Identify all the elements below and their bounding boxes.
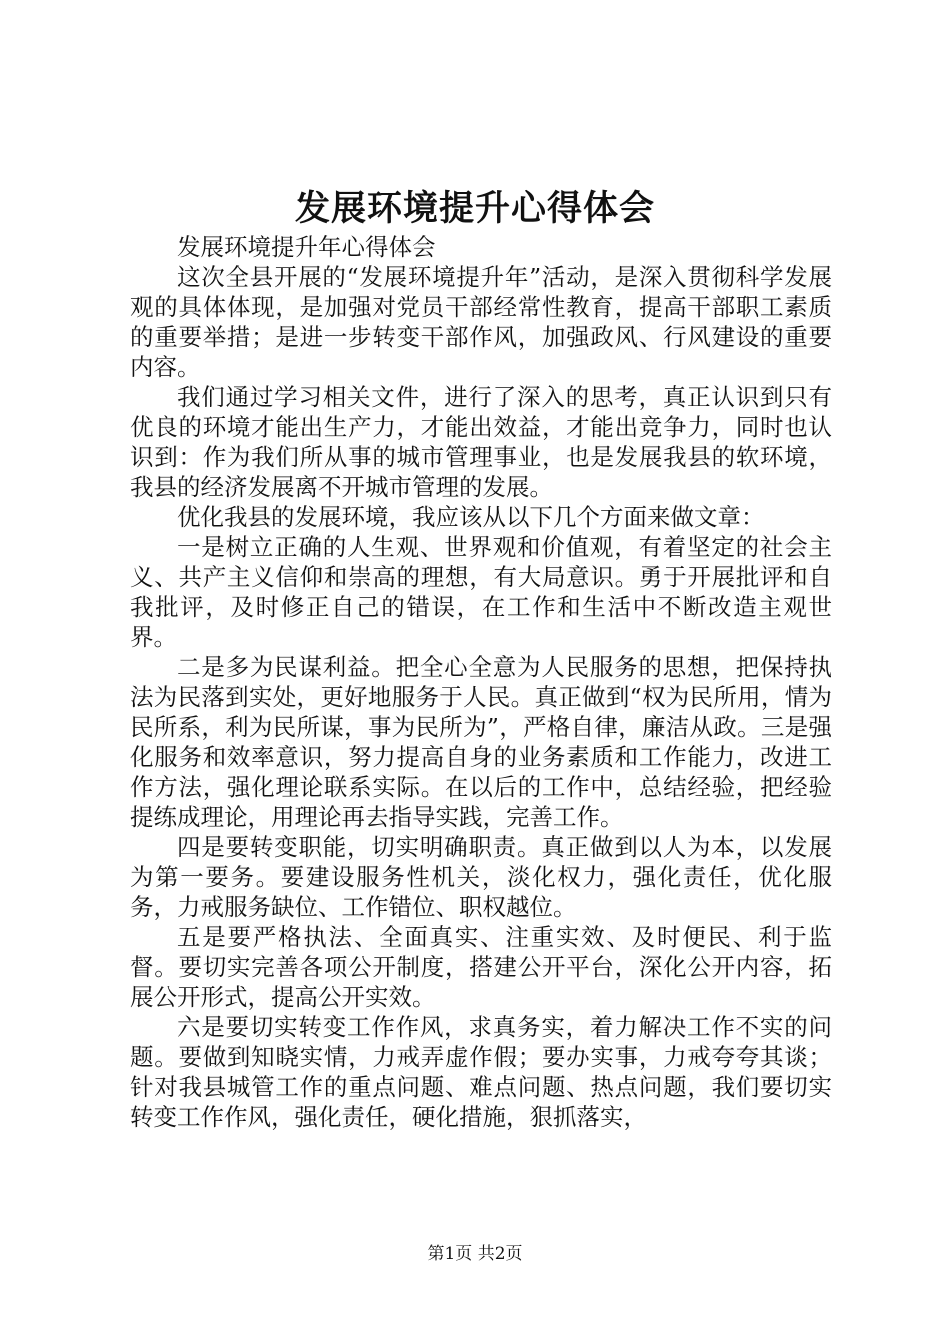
paragraph-point-two-three: 二是多为民谋利益。把全心全意为人民服务的思想，把保持执法为民落到实处，更好地服务于人民。真正做到“权为民所用，情为民所系，利为民所谋，事为民所为”，严格自律，廉洁从政。三是强化服务和效率意识，努力提高自身的业务素质和工作能力，改进工作方法，强化理论联系实际。在以后的工作中，总结经验，把经验提练成理论，用理论再去指导实践，完善工作。 — [130, 653, 832, 831]
paragraph-point-six: 六是要切实转变工作作风，求真务实，着力解决工作不实的问题。要做到知晓实情，力戒弄虚作假；要办实事，力戒夸夸其谈；针对我县城管工作的重点问题、难点问题、热点问题，我们要切实转变工作作风，强化责任，硬化措施，狠抓落实， — [130, 1013, 832, 1131]
paragraph-understanding: 我们通过学习相关文件，进行了深入的思考，真正认识到只有优良的环境才能出生产力，才能出效益，才能出竞争力，同时也认识到：作为我们所从事的城市管理事业，也是发展我县的软环境，我县的经济发展离不开城市管理的发展。 — [130, 383, 832, 501]
paragraph-point-five: 五是要严格执法、全面真实、注重实效、及时便民、利于监督。要切实完善各项公开制度，搭建公开平台，深化公开内容，拓展公开形式，提高公开实效。 — [130, 923, 832, 1011]
page-number-footer: 第1页 共2页 — [427, 1244, 523, 1264]
document-title: 发展环境提升心得体会 — [294, 188, 655, 229]
paragraph-subtitle: 发展环境提升年心得体会 — [177, 233, 436, 261]
paragraph-aspects-intro: 优化我县的发展环境，我应该从以下几个方面来做文章： — [177, 503, 765, 531]
paragraph-point-one: 一是树立正确的人生观、世界观和价值观，有着坚定的社会主义、共产主义信仰和崇高的理想，有大局意识。勇于开展批评和自我批评，及时修正自己的错误，在工作和生活中不断改造主观世界。 — [130, 533, 832, 651]
document-body — [130, 232, 832, 1132]
paragraph-intro: 这次全县开展的“发展环境提升年”活动，是深入贯彻科学发展观的具体体现，是加强对党员干部经常性教育，提高干部职工素质的重要举措；是进一步转变干部作风，加强政风、行风建设的重要内容。 — [130, 263, 832, 381]
paragraph-point-four: 四是要转变职能，切实明确职责。真正做到以人为本，以发展为第一要务。要建设服务性机关，淡化权力，强化责任，优化服务，力戒服务缺位、工作错位、职权越位。 — [130, 833, 832, 921]
